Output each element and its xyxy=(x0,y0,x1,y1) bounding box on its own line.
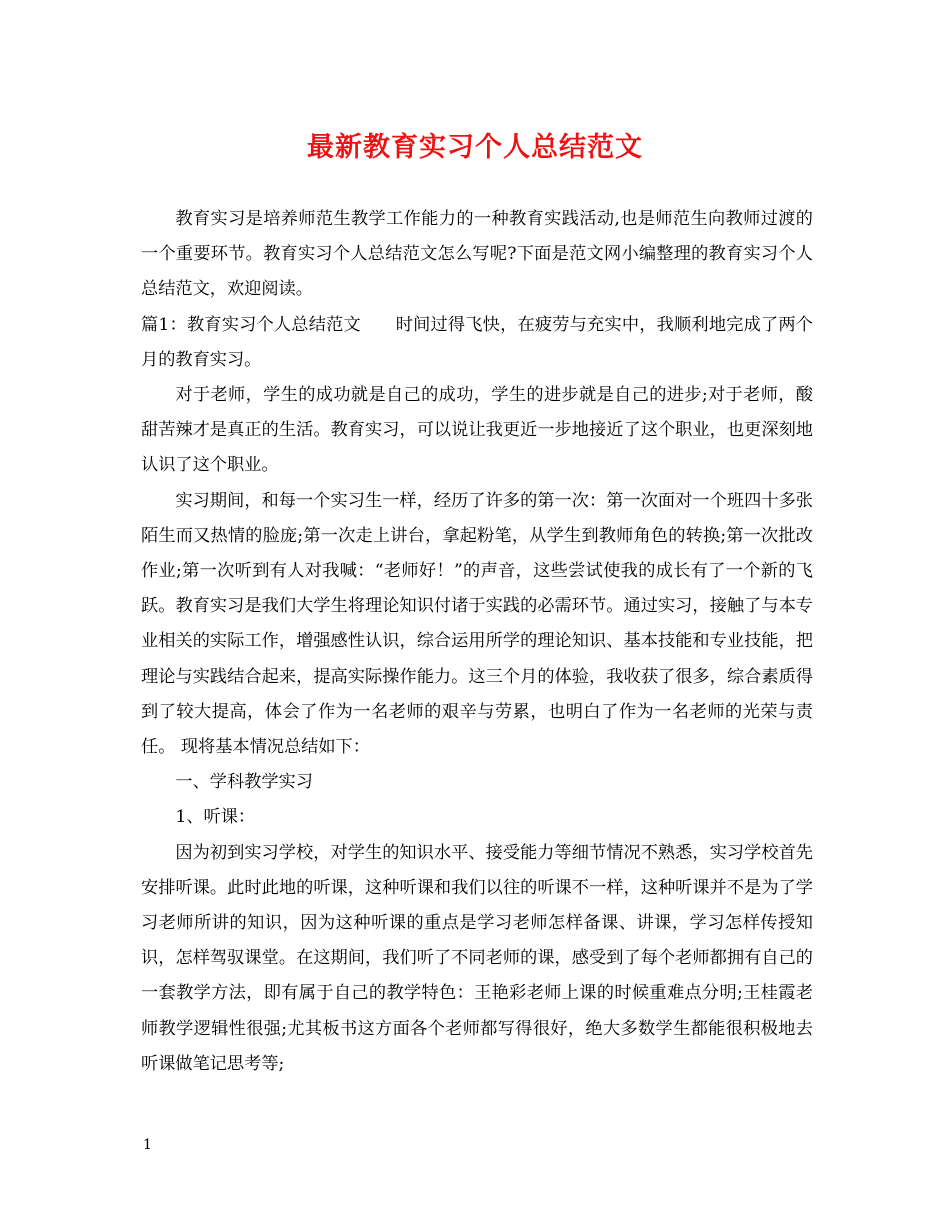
section-heading-subject-teaching: 一、学科教学实习 xyxy=(175,772,313,793)
paragraph-teacher-success: 对于老师，学生的成功就是自己的成功，学生的进步就是自己的进步;对于老师，酸甜苦辣才是真正的生活。教育实习，可以说让我更近一步地接近了这个职业，也更深刻地认识了这个职业。 xyxy=(141,385,813,476)
subsection-heading-lesson-observation: 1、听课： xyxy=(175,807,256,828)
paragraph-lesson-observation: 因为初到实习学校，对学生的知识水平、接受能力等细节情况不熟悉，实习学校首先安排听课。此时此地的听课，这种听课和我们以往的听课不一样，这种听课并不是为了学习老师所讲的知识，因为这种听课的重点是学习老师怎样备课、讲课，学习怎样传授知识，怎样驾驭课堂。在这期间，我们听了不同老师的课，感受到了每个老师都拥有自己的一套教学方法，即有属于自己的教学特色：王艳彩老师上课的时候重难点分明;王桂霞老师教学逻辑性很强;尤其板书这方面各个老师都写得很好，绝大多数学生都能很积极地去听课做笔记思考等; xyxy=(141,842,813,1074)
page-number: 1 xyxy=(143,1137,152,1153)
document-body xyxy=(141,202,813,1082)
paragraph-internship-experience: 实习期间，和每一个实习生一样，经历了许多的第一次：第一次面对一个班四十多张陌生而又热情的脸庞;第一次走上讲台，拿起粉笔，从学生到教师角色的转换;第一次批改作业;第一次听到有人对我喊：“老师好！”的声音，这些尝试使我的成长有了一个新的飞跃。教育实习是我们大学生将理论知识付诸于实践的必需环节。通过实习，接触了与本专业相关的实际工作，增强感性认识，综合运用所学的理论知识、基本技能和专业技能，把理论与实践结合起来，提高实际操作能力。这三个月的体验，我收获了很多，综合素质得到了较大提高，体会了作为一名老师的艰辛与劳累，也明白了作为一名老师的光荣与责任。 现将基本情况总结如下： xyxy=(141,490,813,758)
document-title: 最新教育实习个人总结范文 xyxy=(307,132,643,163)
paragraph-intro: 教育实习是培养师范生教学工作能力的一种教育实践活动,也是师范生向教师过渡的一个重要环节。教育实习个人总结范文怎么写呢?下面是范文网小编整理的教育实习个人总结范文，欢迎阅读。 xyxy=(141,209,813,300)
paragraph-article-1-heading: 篇1：教育实习个人总结范文 时间过得飞快，在疲劳与充实中，我顺利地完成了两个月的教育实习。 xyxy=(141,314,813,370)
